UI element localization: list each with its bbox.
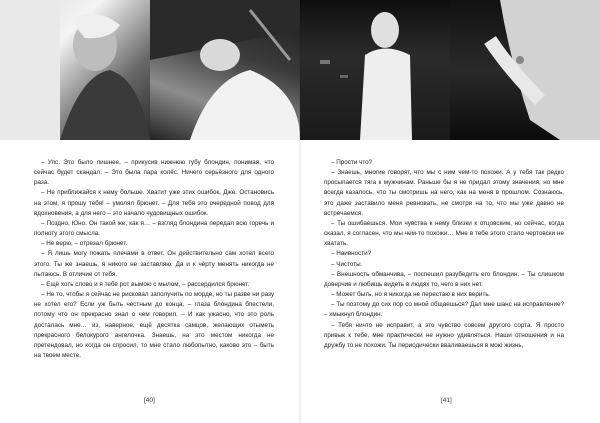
photo-4 — [450, 0, 600, 140]
paragraph: – Внешность обманчива, – поспешил разубедить его блондин. – Ты слишком доверчив и любишь видеть в людях то, чего в них нет. — [324, 270, 564, 288]
paragraph: – Упс. Это было лишнее, – прикусив нижнюю губу блондин, понимая, что сейчас будет скандал. – Это была пара колёс. Ничего серьёзного для одного раза. — [34, 159, 274, 187]
left-page-number: [40] — [144, 397, 155, 404]
paragraph: – Ты ошибаешься. Мои чувства к нему близки к отцовским, но сейчас, когда сказал, я согласен, что мы чем-то похожи… Мне в тебе этого стало чертовски не хватать. — [324, 219, 564, 248]
right-page-number: [41] — [441, 397, 452, 404]
paragraph: – Знаешь, многие говорят, что мы с ним чем-то похожи. А у тебя так редко просыпается тяга к мужчинам. Раньше бы я не придал этому значения, но мне всегда казалось, что ты смотришь на него, как на меня в прошлом. Сознаюсь, это даже заставило меня ревновать, не смотря на то, что мы уже давно не встречаемся. — [324, 169, 564, 217]
photo-3 — [300, 0, 450, 140]
photo-1 — [0, 0, 150, 140]
paragraph: – Поздно, Юно. Он такой же, как я… – взгляд блондина передал всю горечь и полноту этого смысла. — [34, 219, 274, 238]
left-page-text — [34, 158, 274, 361]
paragraph: – Чистоты. — [331, 260, 363, 268]
paragraph: – Не верю, – отрезал брюнет. — [41, 240, 128, 248]
paragraph: – Не то, чтобы я сейчас не рисковал заполучить по морде, но ты разве ни разу не хотел его? Если уж быть честным до конца, – глаза блондина блестели, потому что он прекрасно знал о чем говорил. – И как ужасно, что это роль досталась мне… из, наверное, ещё десятка самцов, желающих отыметь прекрасного белокурого ангелочка. Знаешь, на это местом никогда не претендовал, но когда он спросил, то мне стало любопытно, каково это – быть на твоем месте. — [34, 291, 274, 359]
photo-2 — [150, 0, 300, 140]
paragraph: – Может быть, но я никогда не перестаю в них верить. — [331, 291, 491, 299]
paragraph: – Не приближайся к нему больше. Хватит уже этих ошибок, Дже. Остановись на этом, я прошу тебя! – умолял брюнет. – Для тебя это очередной повод для вдохновения, а для него – это начало чудовищных ошибок. — [34, 189, 274, 217]
paragraph: – Ещё хоть слово и я тебе рот вымою с мылом, – рассердился брюнет. — [41, 280, 250, 288]
paragraph: – Я лишь могу пожать плечами в ответ. Он действительно сам хотел всего этого. Ты же знаешь, я никого не заставляю. Да и к чёрту менять никогда не пытаюсь. В отличие от тебя. — [34, 250, 274, 278]
paragraph: – Ты поэтому до сих пор со мной общаешься? Дал мне шанс на исправление? – хмыкнул блондин. — [324, 301, 564, 319]
paragraph: – Прости что? — [331, 159, 373, 166]
right-page-text — [324, 158, 564, 351]
paragraph: – Тебя ничто не исправит, а это чувство совсем другого сорта. Я просто привык к тебе, мне практически не нужно удивляться. Наши отношения и на дружбу то не похожи. Ты периодически вваливаешься в мою жизнь, — [324, 321, 564, 349]
paragraph: – Наивности? — [331, 250, 372, 258]
book-gutter — [299, 0, 301, 423]
